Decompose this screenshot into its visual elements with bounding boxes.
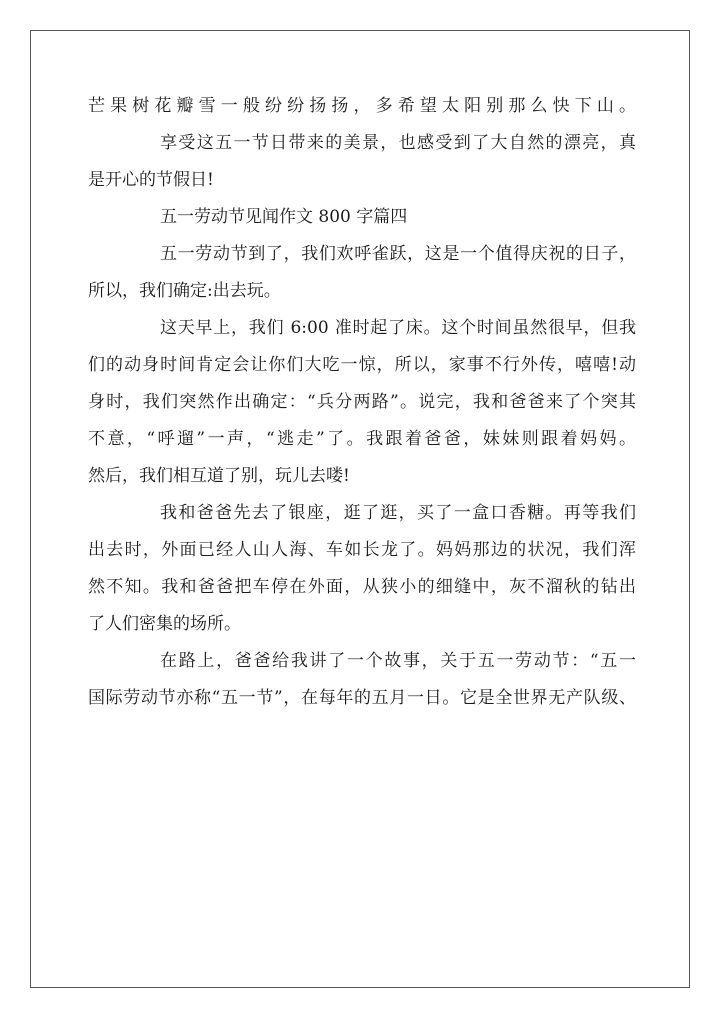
text-line: 然后，我们相互道了别，玩儿去喽! (88, 466, 350, 486)
document-body (88, 88, 636, 717)
text-line: 所以，我们确定:出去玩。 (88, 281, 281, 301)
text-line: 然不知。我和爸爸把车停在外面，从狭小的细缝中，灰不溜秋的钻出 (88, 577, 636, 597)
text-line: 不意，“呼遛”一声，“逃走”了。我跟着爸爸，妹妹则跟着妈妈。 (88, 429, 636, 449)
text-line: 我和爸爸先去了银座，逛了逛，买了一盒口香糖。再等我们 (160, 503, 636, 523)
text-line: 出去时，外面已经人山人海、车如长龙了。妈妈那边的状况，我们浑 (88, 540, 636, 560)
text-line: 是开心的节假日! (88, 170, 214, 190)
text-line: 身时，我们突然作出确定：“兵分两路”。说完，我和爸爸来了个突其 (88, 392, 636, 412)
text-line: 们的动身时间肯定会让你们大吃一惊，所以，家事不行外传，嘻嘻!动 (88, 355, 636, 375)
text-line: 国际劳动节亦称“五一节”，在每年的五月一日。它是全世界无产队级、 (88, 688, 636, 708)
text-line: 在路上，爸爸给我讲了一个故事，关于五一劳动节：“五一 (160, 651, 636, 671)
text-line: 了人们密集的场所。 (88, 614, 241, 634)
text-line: 芒果树花瓣雪一般纷纷扬扬，多希望太阳别那么快下山。 (88, 96, 636, 116)
text-line: 这天早上，我们 6:00 准时起了床。这个时间虽然很早，但我 (160, 318, 636, 338)
text-line: 享受这五一节日带来的美景，也感受到了大自然的漂亮，真 (160, 133, 636, 153)
text-line: 五一劳动节到了，我们欢呼雀跃，这是一个值得庆祝的日子， (160, 244, 636, 264)
section-heading: 五一劳动节见闻作文 800 字篇四 (160, 207, 408, 227)
